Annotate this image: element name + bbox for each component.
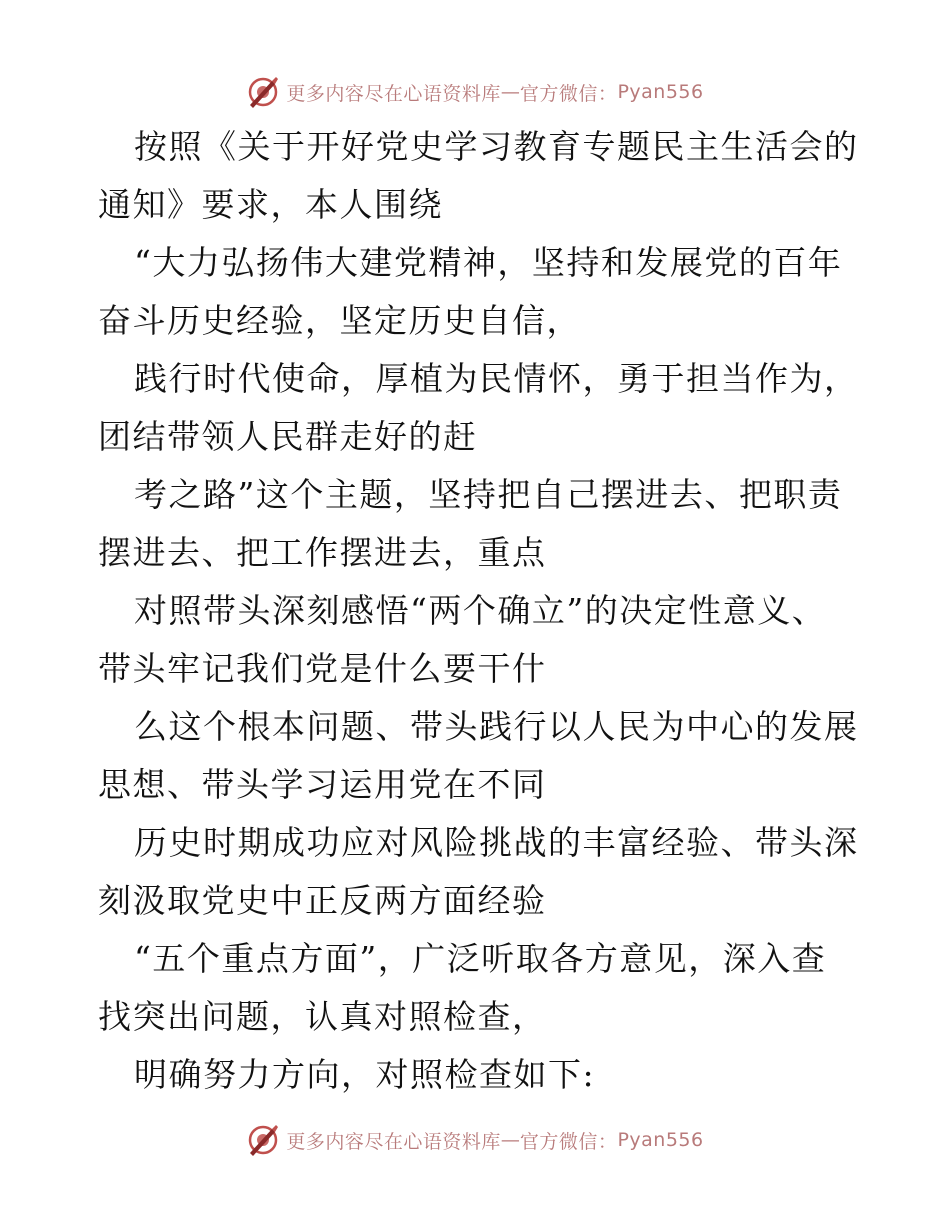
paragraph-line: 摆进去、把工作摆进去，重点 [98,533,547,572]
paragraph-line: 思想、带头学习运用党在不同 [98,765,547,804]
watermark-footer [0,1122,950,1158]
paragraph-line: 找突出问题，认真对照检查， [98,997,547,1036]
watermark-header [0,74,950,110]
paragraph-line: 明确努力方向，对照检查如下: [134,1055,596,1094]
watermark-text: 更多内容尽在心语资料库 [286,82,501,105]
paragraph [98,582,858,698]
document-body [98,118,858,1104]
paragraph-line: 奋斗历史经验，坚定历史自信， [98,301,581,340]
paragraph-line: 历史时期成功应对风险挑战的丰富经验、带头深 [134,823,859,862]
pen-logo-icon [246,1123,280,1157]
watermark-account: Pyan556 [617,81,704,103]
paragraph-line: 通知》要求，本人围绕 [98,185,443,224]
paragraph-line: 团结带领人民群走好的赶 [98,417,478,456]
paragraph [98,1046,858,1104]
paragraph-line: “大力弘扬伟大建党精神，坚持和发展党的百年 [134,243,843,282]
paragraph-line: 践行时代使命，厚植为民情怀，勇于担当作为， [134,359,859,398]
paragraph [98,234,858,350]
paragraph [98,350,858,466]
paragraph-line: 对照带头深刻感悟“两个确立”的决定性意义、 [134,591,827,630]
watermark-label: 官方微信： [519,82,618,105]
paragraph [98,930,858,1046]
paragraph-line: 刻汲取党史中正反两方面经验 [98,881,547,920]
paragraph [98,698,858,814]
paragraph [98,466,858,582]
paragraph-line: 按照《关于开好党史学习教育专题民主生活会的 [134,127,859,166]
watermark-separator: — [500,81,520,103]
paragraph-line: 么这个根本问题、带头践行以人民为中心的发展 [134,707,859,746]
paragraph [98,814,858,930]
paragraph [98,118,858,234]
paragraph-line: “五个重点方面”，广泛听取各方意见，深入查 [134,939,827,978]
pen-logo-icon [246,75,280,109]
watermark-separator: — [500,1129,520,1151]
paragraph-line: 带头牢记我们党是什么要干什 [98,649,547,688]
paragraph-line: 考之路”这个主题，坚持把自己摆进去、把职责 [134,475,843,514]
watermark-label: 官方微信： [519,1130,618,1153]
watermark-account: Pyan556 [617,1129,704,1151]
watermark-text: 更多内容尽在心语资料库 [286,1130,501,1153]
